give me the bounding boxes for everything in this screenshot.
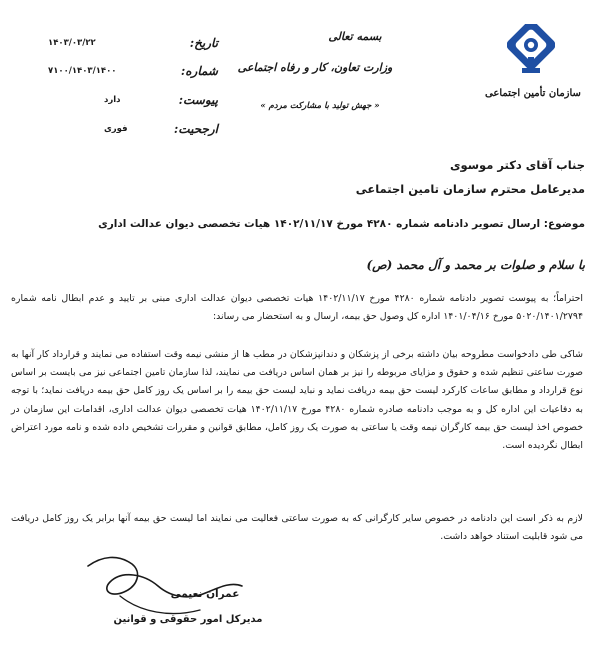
basmala: بسمه تعالی [328,30,382,43]
addressee-name: جناب آقای دکتر موسوی [449,158,585,172]
social-security-emblem-icon [507,24,555,76]
date-row [48,36,218,54]
signatory-name: عمران نعیمی [170,588,240,600]
body-paragraph-1: احتراماً؛ به پیوست تصویر دادنامه شماره ۴۲۸۰ مورخ ۱۴۰۲/۱۱/۱۷ هیات تخصصی دیوان عدالت اداری مبنی بر تایید و عدم ابطال نامه شماره ۵۰۲۰/۱۴۰۱/۲۷۹۴ مورخ ۱۴۰۱/۰۴/۱۶ اداره کل وصول حق بیمه، ارسال و به استحضار می رساند: [11,293,583,323]
date-value: ۱۴۰۳/۰۳/۲۲ [48,38,96,48]
salutation: با سلام و صلوات بر محمد و آل محمد (ص) [366,258,585,272]
number-row [48,64,218,82]
letter-subject: موضوع: ارسال تصویر دادنامه شماره ۴۲۸۰ مورخ ۱۴۰۲/۱۱/۱۷ هیات تخصصی دیوان عدالت اداری [98,218,585,230]
organization-logo [485,24,581,114]
number-value: ۷۱۰۰/۱۴۰۳/۱۴۰۰ [48,66,117,76]
body-paragraph-3: لازم به ذکر است این دادنامه در خصوص سایر کارگرانی که به صورت ساعتی فعالیت می نمایند اما لیست حق بیمه آنها برابر یک روز کامل دریافت می شود قابلیت استناد خواهد داشت. [11,513,583,543]
attachment-row [48,93,218,111]
body-paragraph-2: شاکی طی دادخواست مطروحه بیان داشته برخی از پزشکان و دندانپزشکان در مطب ها از منشی نیمه وقت استفاده می نمایند و قرارداد کار آنها به صورت ساعتی تنظیم شده و حقوق و مزایای مربوطه را نیز بر همان اساس دریافت می نمایند، لذا سازمان تامین اجتماعی نیز می بایست بر اساس نوع قرارداد و مطابق ساعات کارکرد لیست حق بیمه دریافت نماید و نباید لیست حق بیمه را بر اساس یک روز کامل حق بیمه دریافت نماید؛ با توجه به دفاعیات این اداره کل و به موجب دادنامه صادره شماره ۴۲۸۰ مورخ ۱۴۰۲/۱۱/۱۷ هیات تخصصی دیوان عدالت اداری، اقدامات این سازمان در خصوص اخذ لیست حق بیمه کارگران نیمه وقت یا ساعتی به صورت یک روز کامل، مطابق قوانین و مقررات تشخیص داده شده و نامه مورد اعتراض ابطال نگردیده است. [11,349,583,452]
date-label: تاریخ: [189,36,218,50]
year-motto: « جهش تولید با مشارکت مردم » [260,101,380,111]
priority-label: ارجحیت: [173,122,218,136]
organization-name: سازمان تأمین اجتماعی [485,88,581,99]
number-label: شماره: [180,64,218,78]
priority-value: فوری [104,124,128,134]
priority-row [48,122,218,140]
ministry-name: وزارت تعاون، کار و رفاه اجتماعی [237,61,393,74]
attachment-label: پیوست: [178,93,218,107]
signatory-title: مدیرکل امور حقوقی و قوانین [113,614,263,625]
attachment-value: دارد [104,95,121,105]
addressee-title: مدیرعامل محترم سازمان تامین اجتماعی [355,182,585,196]
